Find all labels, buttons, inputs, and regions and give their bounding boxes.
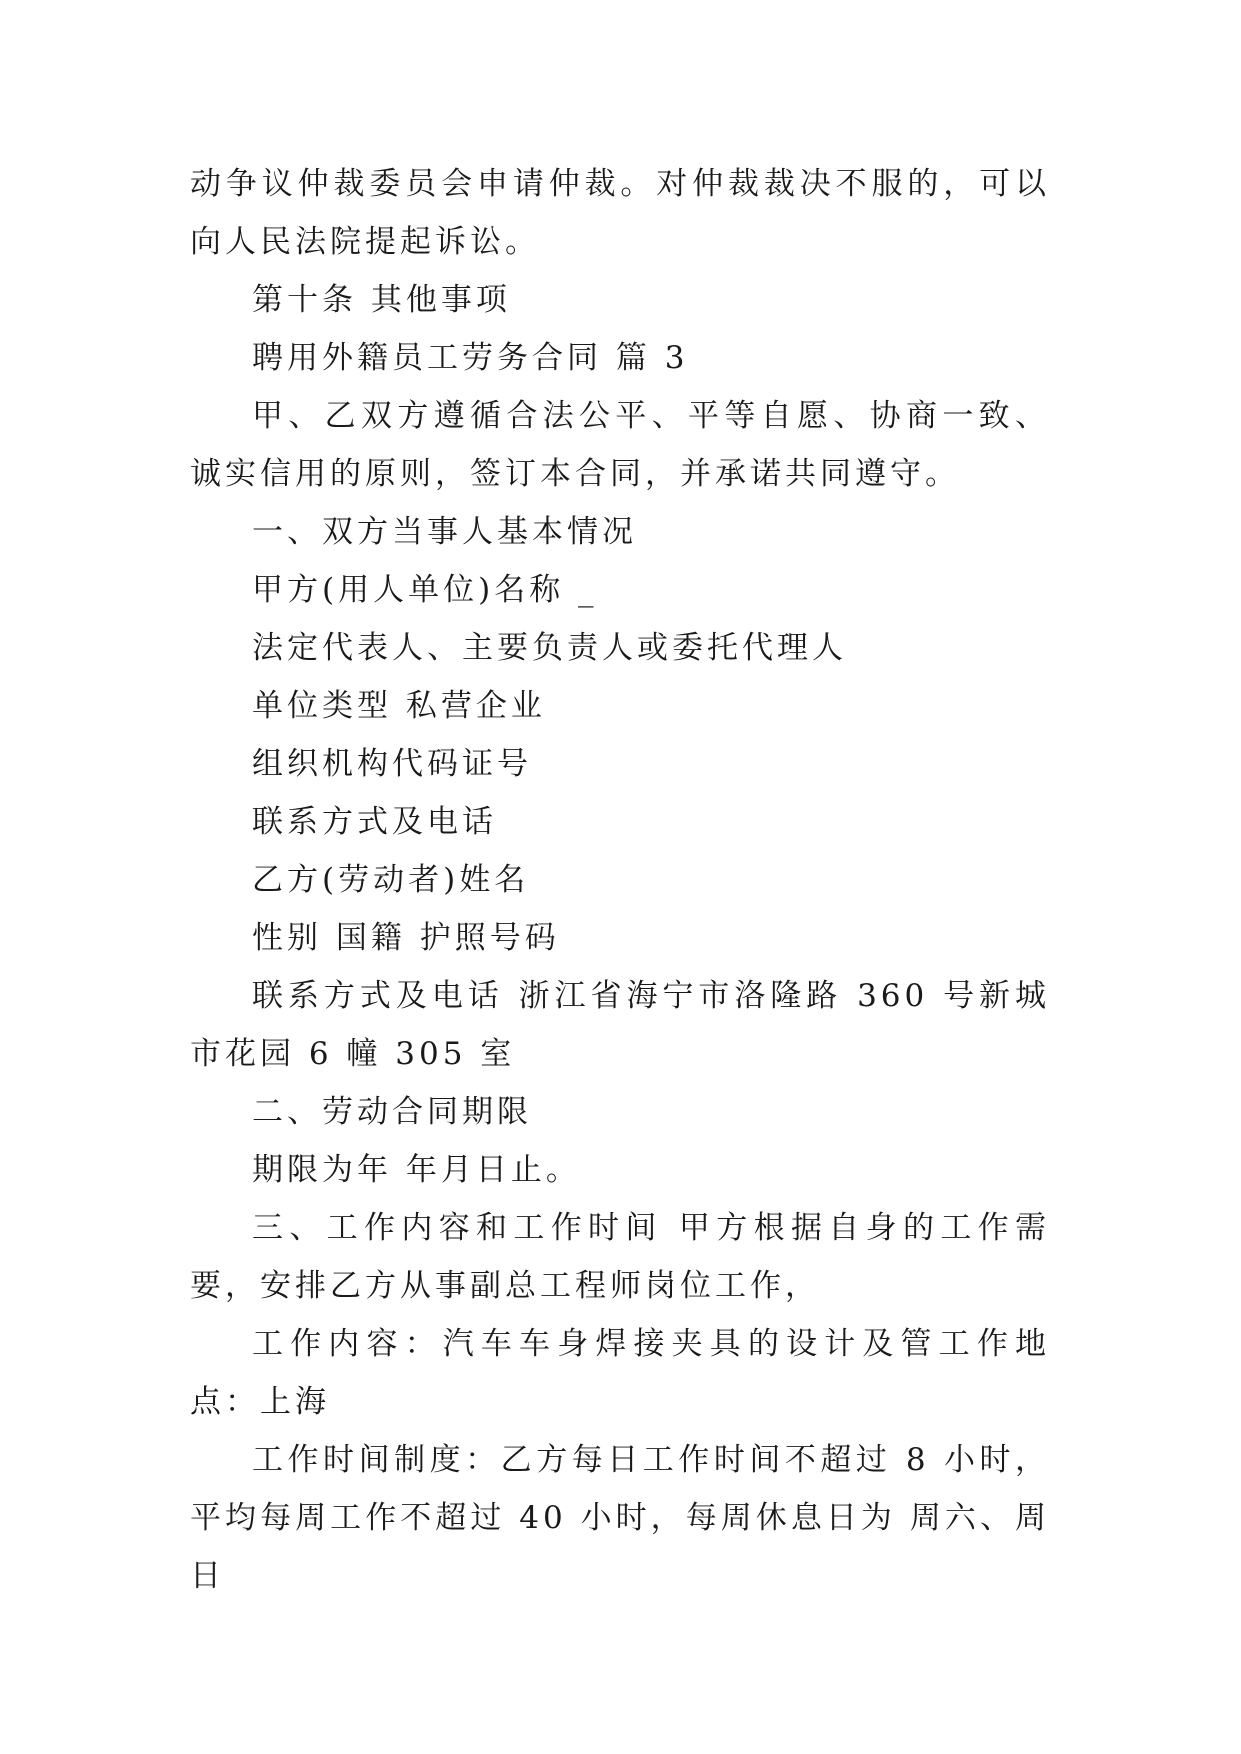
field-employee-name: 乙方(劳动者)姓名 <box>252 862 530 898</box>
field-legal-representative: 法定代表人、主要负责人或委托代理人 <box>252 630 847 666</box>
paragraph-principles: 甲、乙双方遵循合法公平、平等自愿、协商一致、诚实信用的原则，签订本合同，并承诺共同遵守。 <box>190 398 1050 492</box>
paragraph-work-content: 工作内容：汽车车身焊接夹具的设计及管工作地点：上海 <box>190 1326 1050 1420</box>
paragraph-contract-term: 期限为年 年月日止。 <box>252 1152 581 1188</box>
heading-section-three: 三、工作内容和工作时间 甲方根据自身的工作需要，安排乙方从事副总工程师岗位工作， <box>190 1210 1050 1304</box>
field-gender-nationality-passport: 性别 国籍 护照号码 <box>252 920 560 956</box>
paragraph-working-hours: 工作时间制度：乙方每日工作时间不超过 8 小时，平均每周工作不超过 40 小时，每周休息日为 周六、周日 <box>190 1442 1050 1594</box>
field-unit-type: 单位类型 私营企业 <box>252 688 546 724</box>
heading-contract-part-3: 聘用外籍员工劳务合同 篇 3 <box>252 340 689 376</box>
field-organization-code: 组织机构代码证号 <box>252 746 532 782</box>
heading-section-two: 二、劳动合同期限 <box>252 1094 532 1130</box>
field-employer-name: 甲方(用人单位)名称 _ <box>252 572 598 608</box>
heading-section-one: 一、双方当事人基本情况 <box>252 514 637 550</box>
paragraph-arbitration-continuation: 动争议仲裁委员会申请仲裁。对仲裁裁决不服的，可以向人民法院提起诉讼。 <box>190 166 1050 260</box>
document-body <box>190 155 1050 1605</box>
field-employee-contact: 联系方式及电话 浙江省海宁市洛隆路 360 号新城市花园 6 幢 305 室 <box>190 978 1050 1072</box>
heading-article-ten: 第十条 其他事项 <box>252 282 511 318</box>
field-employer-contact: 联系方式及电话 <box>252 804 497 840</box>
